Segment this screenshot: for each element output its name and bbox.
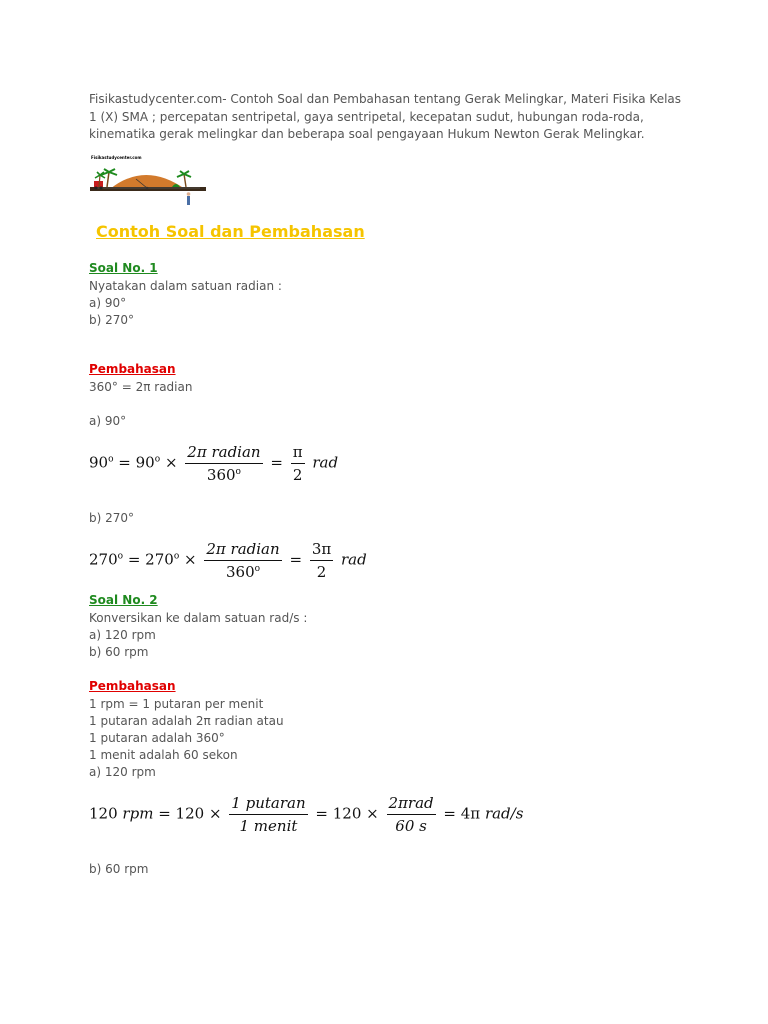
pembahasan-1-a-label: a) 90°: [89, 414, 127, 428]
eq-rpm-lhs: 120: [89, 804, 118, 823]
degree-sup: o: [154, 454, 161, 465]
eq-a-result-num: π: [291, 443, 305, 464]
eq-rpm-result: = 4π: [443, 804, 481, 823]
equation-270-degrees: [89, 540, 367, 581]
degree-sup: o: [117, 551, 124, 562]
soal-2-option-a: a) 120 rpm: [89, 628, 156, 642]
eq-b-mid: = 270: [127, 550, 174, 569]
eq-a-unit: rad: [312, 453, 339, 472]
page-title: Contoh Soal dan Pembahasan: [96, 222, 365, 241]
soal-2-heading[interactable]: Soal No. 2: [89, 593, 158, 607]
eq-b-result: [310, 540, 333, 581]
eq-rpm-result-unit: rad/s: [484, 804, 524, 823]
eq-rpm-den-1: 1 menit: [239, 817, 298, 835]
pembahasan-1-b-label: b) 270°: [89, 511, 135, 525]
eq-b-result-den: 2: [316, 563, 327, 581]
eq-b-equals: =: [289, 550, 303, 569]
pembahasan-2-line-4: 1 menit adalah 60 sekon: [89, 748, 238, 762]
soal-1-option-b: b) 270°: [89, 313, 135, 327]
eq-b-den-value: 360: [225, 563, 255, 581]
eq-rpm-mid-2: = 120 ×: [315, 804, 379, 823]
eq-a-result-den: 2: [292, 466, 303, 484]
eq-a-times: ×: [164, 453, 178, 472]
intro-line-1: Fisikastudycenter.com- Contoh Soal dan Pembahasan tentang Gerak Melingkar, Materi Fisika Kelas: [89, 92, 682, 106]
intro-paragraph: [89, 91, 729, 144]
eq-a-numerator: 2π radian: [185, 443, 262, 464]
soal-1-option-a: a) 90°: [89, 296, 127, 310]
soal-2-body: [89, 610, 307, 661]
degree-sup: o: [173, 551, 180, 562]
eq-a-result: [291, 443, 305, 484]
eq-b-result-num: 3π: [310, 540, 333, 561]
degree-sup: o: [108, 454, 114, 465]
pembahasan-2-heading[interactable]: Pembahasan: [89, 679, 176, 693]
degree-sup: o: [235, 467, 241, 477]
eq-a-den-value: 360: [206, 466, 236, 484]
eq-rpm-fraction-1: [229, 794, 307, 835]
eq-b-lhs: 270: [89, 550, 118, 569]
eq-a-lhs: 90: [89, 453, 109, 472]
soal-2-option-b: b) 60 rpm: [89, 645, 149, 659]
eq-rpm-den-2: 60 s: [395, 817, 427, 835]
soal-1-heading[interactable]: Soal No. 1: [89, 261, 158, 275]
equation-90-degrees: [89, 443, 338, 484]
soal-2-question: Konversikan ke dalam satuan rad/s :: [89, 611, 308, 625]
eq-rpm-fraction-2: [387, 794, 436, 835]
eq-rpm-lhs-unit: rpm: [122, 804, 154, 823]
eq-a-equals: =: [270, 453, 283, 472]
soal-1-body: [89, 278, 282, 329]
pembahasan-2-b-label: b) 60 rpm: [89, 862, 149, 876]
eq-b-fraction: [204, 540, 281, 581]
eq-rpm-num-1: 1 putaran: [229, 794, 307, 815]
eq-rpm-mid: = 120 ×: [158, 804, 222, 823]
soal-1-question: Nyatakan dalam satuan radian :: [89, 279, 282, 293]
pembahasan-2-line-2: 1 putaran adalah 2π radian atau: [89, 714, 284, 728]
site-logo[interactable]: [90, 155, 206, 207]
degree-sup: o: [254, 564, 261, 574]
equation-120-rpm: [89, 794, 523, 835]
eq-rpm-num-2: 2πrad: [387, 794, 436, 815]
eq-b-denominator: [204, 561, 281, 581]
pembahasan-2-line-1: 1 rpm = 1 putaran per menit: [89, 697, 264, 711]
intro-line-2: 1 (X) SMA ; percepatan sentripetal, gaya sentripetal, kecepatan sudut, hubungan roda-roda,: [89, 109, 644, 124]
pembahasan-2-a-label: a) 120 rpm: [89, 765, 156, 779]
logo-caption: Fisikastudycenter.com: [91, 155, 142, 160]
pembahasan-1-heading[interactable]: Pembahasan: [89, 362, 176, 376]
intro-line-3: kinematika gerak melingkar dan beberapa soal pengayaan Hukum Newton Gerak Melingkar.: [89, 127, 645, 141]
eq-b-unit: rad: [341, 550, 367, 569]
eq-a-mid: = 90: [118, 453, 155, 472]
pembahasan-2-body: [89, 696, 284, 781]
pembahasan-1-fact: 360° = 2π radian: [89, 380, 193, 394]
eq-a-denominator: [185, 464, 262, 484]
eq-b-times: ×: [184, 550, 197, 569]
pembahasan-2-line-3: 1 putaran adalah 360°: [89, 731, 225, 745]
eq-b-numerator: 2π radian: [204, 540, 281, 561]
logo-illustration: [90, 155, 206, 207]
eq-a-fraction: [185, 443, 262, 484]
